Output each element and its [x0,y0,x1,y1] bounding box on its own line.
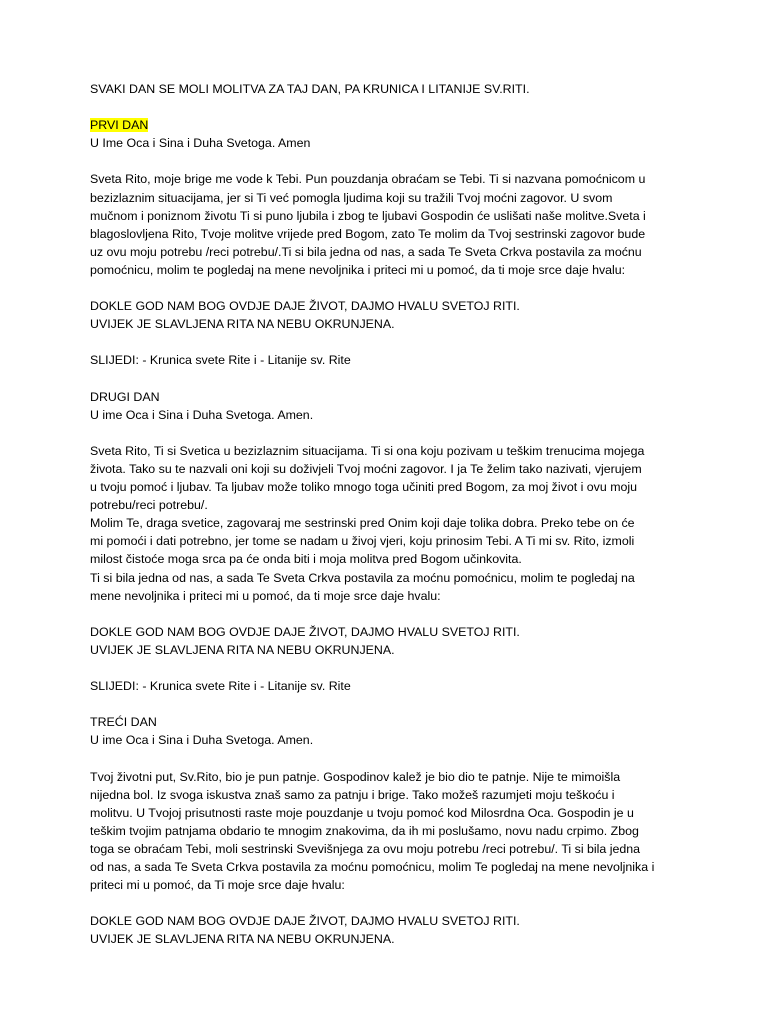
day1-heading [90,116,690,134]
day1-heading-highlight: PRVI DAN [90,118,149,133]
day3-section-header [90,713,690,749]
day2-prayer-line: života. Tako su te nazvali oni koji su doživjeli Tvoj moćni zagovor. I ja Te želim tako nazivati, vjerujem [90,461,642,476]
document-page [90,80,690,967]
day3-prayer-line: Tvoj životni put, Sv.Rito, bio je pun patnje. Gospodinov kalež je bio dio te patnje. Nije te mimoišla [90,769,621,784]
day1-follows-text: SLIJEDI: - Krunica svete Rite i - Litanije sv. Rite [90,353,351,368]
day2-prayer-line: mene nevoljnika i priteci mi u pomoć, da ti moje srce daje hvalu: [90,588,441,603]
day3-refrain-line-2: UVIJEK JE SLAVLJENA RITA NA NEBU OKRUNJENA. [90,932,395,947]
day3-prayer-line: toga se obraćam Tebi, moli sestrinski Svevišnjega za ovu moju potrebu /reci potrebu/. Ti si bila jedna [90,841,641,856]
day1-prayer-line: blagoslovljena Rito, Tvoje molitve vrijede pred Bogom, zato Te molim da Tvoj sestrinski zagovor bude [90,226,646,241]
day3-invocation: U ime Oca i Sina i Duha Svetoga. Amen. [90,733,314,748]
title-text: SVAKI DAN SE MOLI MOLITVA ZA TAJ DAN, PA KRUNICA I LITANIJE SV.RITI. [90,82,530,96]
day2-prayer-line: Ti si bila jedna od nas, a sada Te Sveta Crkva postavila za moćnu pomoćnicu, molim te pogledaj na [90,570,635,585]
day1-prayer-line: uz ovu moju potrebu /reci potrebu/.Ti si bila jedna od nas, a sada Te Sveta Crkva postavila za moćnu [90,244,642,259]
day2-prayer-line: Sveta Rito, Ti si Svetica u bezizlaznim situacijama. Ti si ona koju pozivam u teškim trenucima mojega [90,443,645,458]
day1-refrain-line-1: DOKLE GOD NAM BOG OVDJE DAJE ŽIVOT, DAJMO HVALU SVETOJ RITI. [90,299,520,314]
day3-prayer-line: teškim tvojim patnjama obdario te mnogim znakovima, da ih mi poslušamo, novu nadu crpimo. Zbog [90,823,639,838]
day1-prayer-line: mučnom i poniznom životu Ti si puno ljubila i zbog te ljubavi Gospodin će uslišati naše molitve.Sveta i [90,208,646,223]
day2-refrain-line-1: DOKLE GOD NAM BOG OVDJE DAJE ŽIVOT, DAJMO HVALU SVETOJ RITI. [90,624,520,639]
day2-prayer [90,442,690,605]
day1-refrain-line-2: UVIJEK JE SLAVLJENA RITA NA NEBU OKRUNJENA. [90,317,395,332]
day1-prayer-line: bezizlaznim situacijama, jer si Ti već pomogla ljudima koji su tražili Tvoj moćni zagovor. U svom [90,190,613,205]
day3-prayer-line: molitvu. U Tvojoj prisutnosti raste moje pouzdanje u tvoju pomoć kod Milosrdna Oca. Gospodin je u [90,805,634,820]
day3-refrain [90,912,690,948]
day1-refrain [90,297,690,333]
day1-prayer-line: pomoćnicu, molim te pogledaj na mene nevoljnika i priteci mi u pomoć, da ti moje srce daje hvalu: [90,262,626,277]
day3-heading: TREĆI DAN [90,715,157,730]
day2-prayer-line: milost čistoće moga srca pa će onda biti i moja molitva pred Bogom učinkovita. [90,552,522,567]
day3-prayer-line: od nas, a sada Te Sveta Crkva postavila za moćnu pomoćnicu, molim Te pogledaj na mene nevoljnika i [90,860,655,875]
day2-refrain-line-2: UVIJEK JE SLAVLJENA RITA NA NEBU OKRUNJENA. [90,642,395,657]
day2-section-header [90,388,690,424]
day2-prayer-line: potrebu/reci potrebu/. [90,498,208,513]
day1-invocation: U Ime Oca i Sina i Duha Svetoga. Amen [90,136,311,151]
day1-section-header [90,116,690,152]
day2-refrain [90,623,690,659]
day2-invocation: U ime Oca i Sina i Duha Svetoga. Amen. [90,407,314,422]
day2-prayer-line: u tvoju pomoć i ljubav. Ta ljubav može toliko mnogo toga učiniti pred Bogom, za moj život i ovu moju [90,480,638,495]
day2-prayer-line: mi pomoći i dati potrebno, jer tome se nadam u živoj vjeri, koju prinosim Tebi. A Ti mi sv. Rito, izmoli [90,534,635,549]
day3-prayer [90,768,690,895]
document-title [90,80,690,98]
day2-follows [90,677,690,695]
day2-follows-text: SLIJEDI: - Krunica svete Rite i - Litanije sv. Rite [90,679,351,694]
day2-heading: DRUGI DAN [90,389,160,404]
day3-refrain-line-1: DOKLE GOD NAM BOG OVDJE DAJE ŽIVOT, DAJMO HVALU SVETOJ RITI. [90,914,520,929]
day3-prayer-line: nijedna bol. Iz svoga iskustva znaš samo za patnju i brige. Tako možeš razumjeti moju teškoću i [90,787,615,802]
day1-follows [90,351,690,369]
day2-prayer-line: Molim Te, draga svetice, zagovaraj me sestrinski pred Onim koji daje tolika dobra. Preko tebe on će [90,516,635,531]
day3-prayer-line: priteci mi u pomoć, da Ti moje srce daje hvalu: [90,878,345,893]
day1-prayer [90,170,690,279]
day1-prayer-line: Sveta Rito, moje brige me vode k Tebi. Pun pouzdanja obraćam se Tebi. Ti si nazvana pomoćnicom u [90,172,646,187]
